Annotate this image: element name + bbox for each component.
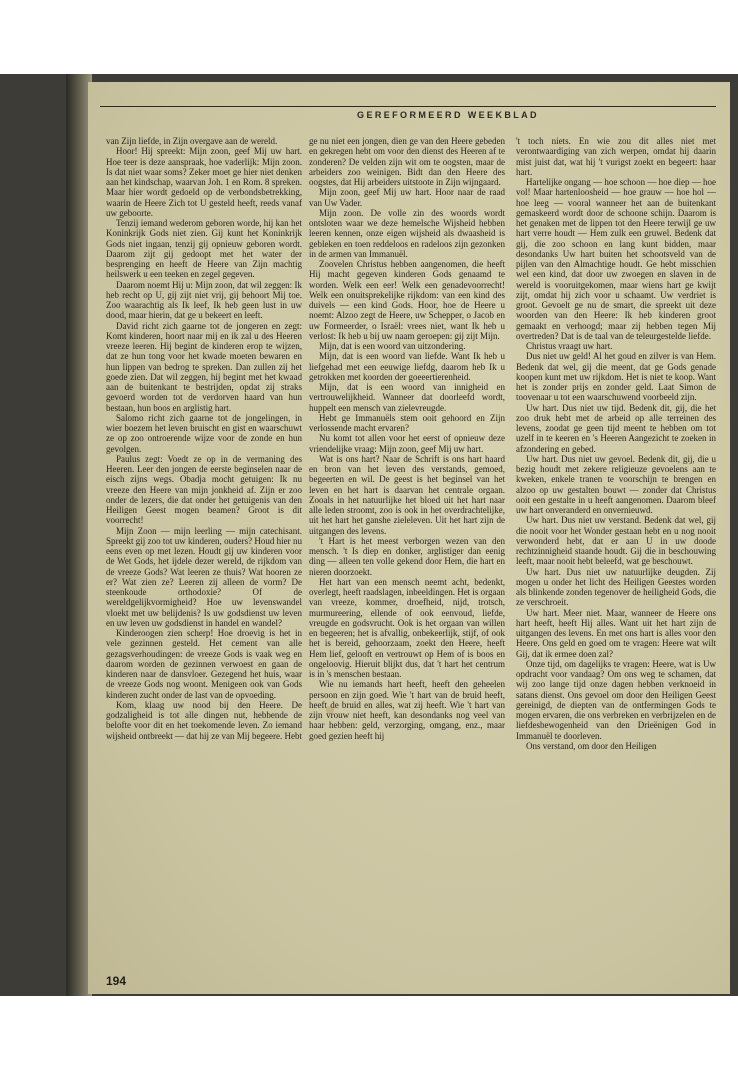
paragraph: Uw hart. Dus niet uw gevoel. Bedenk dit, gij, die u bezig houdt met zekere religieuze gevoelens aan te kweken, enkele tranen te voorschijn te brengen en alzoo op uw gestalten bouwt — zonder dat Christus ooit een gestalte in u heeft aangenomen. Daarom bleef uw hart onveranderd en onvernieuwd.: [516, 453, 716, 515]
paragraph: Mijn zoon, geef Mij uw hart. Hoor naar de raad van Uw Vader.: [309, 187, 505, 208]
paragraph: Wie nu iemands hart heeft, heeft den geheelen persoon en zijn goed. Wie 't hart van de bruid heeft, heeft de bruid en alles, wat zij heeft. Wie 't hart van zijn vrouw niet heeft, kan desondanks nog veel van haar hebben: geld, verzorging, omgang, enz., maar goed gezien heeft hij: [309, 679, 505, 741]
paragraph: Uw hart. Dus niet uw natuurlijke deugden. Zij mogen u onder het licht des Heiligen Geestes worden als blinkende zonden tegenover de heiligheid Gods, die ze verschroeit.: [516, 566, 716, 608]
paragraph: Ons verstand, om door den Heiligen: [526, 740, 657, 751]
header-rule: [100, 106, 716, 107]
paragraph: Het hart van een mensch neemt acht, bedenkt, overlegt, heeft raadslagen, inbeeldingen. Het is orgaan van vreeze, kommer, droefheid, nijd, trotsch, murmureering, ellende of ook eenvoud, liefde, vreugde en godsvrucht. Ook is het orgaan van willen en begeeren; het is afvallig, onbekeerlijk, stijf, of ook het is bereid, gehoorzaam, zoekt den Heere, heeft Hem lief, gelooft en vertrouwt op Hem of is boos en ongeloovig. Hieruit blijkt dus, dat 't hart het centrum is in 's menschen bestaan.: [309, 576, 505, 679]
paragraph: Dus niet uw geld! Al het goud en zilver is van Hem. Bedenk dat wel, gij die meent, dat ge Gods genade koopen kunt met uw rijkdom. Het is niet te koop. Want het is zonder prijs en zonder geld. Laat Simon de toovenaar u tot een waarschuwend voorbeeld zijn.: [516, 351, 716, 403]
paragraph: Hartelijke ongang — hoe schoon — hoe diep — hoe vol! Maar hartenloosheid — hoe grauw — hoe hol — hoe leeg — vooral wanneer het aan de buitenkant gemaskeerd wordt door de schoone schijn. Daarom is het genaken met de lippen tot den Heere terwijl ge uw hart verre houdt — Hem zulk een gruwel. Bedenk dat gij, die zoo schoon en lang kunt bidden, maar desondanks Uw hart buiten het schootsveld van de pijlen van den Almachtige houdt. Ge hebt misschien wel een kind, dat door uw zwoegen en slaven in de wereld is vooruitgekomen, maar wiens hart ge kwijt zijt, omdat hij zich voor u schaamt. Uw verdriet is groot. Gevoelt ge nu de smart, die spreekt uit deze woorden van den Heere: Ik heb kinderen groot gemaakt en verhoogd; maar zij hebben tegen Mij overtreden? Dat is de taal van de teleurgestelde liefde.: [516, 177, 716, 341]
paragraph: Mijn Zoon — mijn leerling — mijn catechisant. Spreekt gij zoo tot uw kinderen, ouders? Houd hier nu eens even op met lezen. Houdt gij uw kinderen voor de Wet Gods, het ijdele dezer wereld, de rijkdom van de vreeze Gods? Wat leeren ze thuis? Wat hooren ze er? Wat zien ze? Leeren zij alleen de vorm? De steenkoude orthodoxie? Of de wereldgelijkvormigheid? Hoe uw levenswandel vloekt met uw belijdenis? Is uw godsdienst uw leven en uw leven uw godsdienst in handel en wandel?: [106, 525, 302, 628]
scanned-page-background: [0, 74, 738, 996]
paragraph: Uw hart. Meer niet. Maar, wanneer de Heere ons hart heeft, heeft Hij alles. Want uit het hart zijn de uitgangen des levens. En met ons hart is alles voor den Heere. Ons geld en goed om te vragen: Heere wat wilt Gij, dat ik ermee doen zal?: [516, 607, 716, 659]
paragraph: Kinderoogen zien scherp! Hoe droevig is het in vele gezinnen gesteld. Het cement van alle gezagsverhoudingen: de vreeze Gods is vaak weg en daarom worden de gezinnen verwoest en gaan de kinderen naar de dansvloer. Gezegend het huis, waar de vreeze Gods nog woont. Menigeen ook van Gods kinderen zucht onder de last van de opvoeding.: [106, 628, 302, 700]
paper-stain: [326, 706, 334, 714]
paragraph: Uw hart. Dus niet uw verstand. Bedenk dat wel, gij die nooit voor het Wonder gestaan hebt en u nog nooit verwonderd hebt, dat er aan U in uw doode rechtzinnigheid staande houdt. Gij die in beschouwing leeft, maar nooit hebt beleefd, wat ge beschouwt.: [516, 515, 716, 567]
paragraph: Hoor! Hij spreekt: Mijn zoon, geef Mij uw hart. Hoe teer is deze aanspraak, hoe vaderlijk: Mijn zoon. Is dat niet waar soms? Zeker moet ge hier niet denken aan het kindschap, waarvan Joh. 1 en Rom. 8 spreken. Maar hier wordt gedoeld op de verbondsbetrekking, waarin de Heere Zich tot U gesteld heeft, reeds vanaf uw geboorte.: [106, 146, 302, 218]
paragraph: Tenzij iemand wederom geboren worde, hij kan het Koninkrijk Gods niet zien. Gij kunt het Koninkrijk Gods niet ingaan, tenzij gij opnieuw geboren wordt. Daarom zijt gij gedoopt met het water der besprenging en heeft de Heere van Zijn machtig heilswerk u een teeken en zegel gegeven.: [106, 218, 302, 280]
column-1: [106, 136, 302, 920]
paragraph: Mijn, dat is een woord van innigheid en vertrouwelijkheid. Wanneer dat doorleefd wordt, huppelt een mensch van zielevreugde.: [309, 382, 505, 413]
paragraph: Nu komt tot allen voor het eerst of opnieuw deze vriendelijke vraag: Mijn zoon, geef Mij uw hart.: [309, 433, 505, 454]
paragraph: Paulus zegt: Voedt ze op in de vermaning des Heeren. Leer den jongen de eerste beginselen naar de eisch zijns wegs. Obadja mocht getuigen: Ik nu vreeze den Heere van mijn jonkheid af. Zijn er zoo onder de lezers, die dat onder het getuigenis van den Heiligen Geest mogen beamen? Groot is dit voorrecht!: [106, 453, 302, 526]
paragraph: Kom, klaag uw nood bij den Heere. De godzaligheid is tot alle dingen nut, hebbende de belofte voor dit en het toekomende leven. Zo iemand wijsheid ontbreekt — dat hij ze van Mij begeere. Hebt: [106, 699, 302, 741]
paragraph: ge nu niet een jongen, dien ge van den Heere gebeden en gekregen hebt om voor den dienst des Heeren af te zonderen? De velden zijn wit om te oogsten, maar de arbeiders zoo weinigen. Bidt dan den Heere des oogstes, dat Hij arbeiders uitstoote in Zijn wijngaard.: [309, 136, 505, 187]
paragraph: 't Hart is het meest verborgen wezen van den mensch. 't Is diep en donker, arglistiger dan eenig ding — alleen ten volle gekend door Hem, die hart en nieren doorzoekt.: [309, 535, 505, 577]
paragraph: Zoovelen Christus hebben aangenomen, die heeft Hij macht gegeven kinderen Gods genaamd te worden. Welk een eer! Welk een genadevoorrecht! Welk een onuitsprekelijke rijkdom: van een kind des duivels — een kind Gods. Hoor, hoe de Heere u noemt: Alzoo zegt de Heere, uw Schepper, o Jacob en uw Formeerder, o Israël: vrees niet, want Ik heb u verlost: Ik heb u bij uw naam geroepen: gij zijt Mijn.: [309, 259, 505, 341]
newspaper-page: [88, 82, 730, 994]
paragraph: Uw hart. Dus niet uw tijd. Bedenk dit, gij, die het zoo druk hebt met de arbeid op alle terreinen des levens, zoodat ge geen tijd meent te hebben om tot uzelf in te keeren en 's Heeren Aangezicht te zoeken in afzondering en gebed.: [516, 402, 716, 454]
column-2: [309, 136, 505, 920]
paragraph: Hebt ge Immanuëls stem ooit gehoord en Zijn verlossende macht ervaren?: [309, 412, 505, 433]
paragraph: Mijn, dat is een woord van liefde. Want Ik heb u liefgehad met een eeuwige liefdg, daarom heb Ik u getrokken met koorden der goeeertierenheid.: [309, 351, 505, 382]
paragraph: 't toch niets. En wie zou dit alles niet met verontwaardiging van zich werpen, omdat hij daarin mist juist dat, wat hij 't vurigst zoekt en begeert: haar hart.: [516, 136, 716, 177]
paragraph: David richt zich gaarne tot de jongeren en zegt: Komt kinderen, hoort naar mij en ik zal u des Heeren vreeze leeren. Hij begint de kinderen erop te wijzen, dat ze hun tong voor het kwade moeten bewaren en hun lippen van bedrog te spreken. Dan zullen zij het goede zien. Dat wil zeggen, hij begint met het kwaad aan de buitenkant te bestrijden, opdat zij straks gevoerd worden tot de verdorven haard van hun bestaan, hun boos en arglistig hart.: [106, 320, 302, 413]
page-number: 194: [106, 974, 127, 988]
paragraph: Salomo richt zich gaarne tot de jongelingen, in wier boezem het leven bruischt en gist en waarschuwt ze op zoo ontroerende wijze voor de zonde en hun gevolgen.: [106, 412, 302, 454]
paragraph: van Zijn liefde, in Zijn overgave aan de wereld.: [106, 136, 278, 146]
paragraph: Christus vraagt uw hart.: [526, 341, 613, 351]
paragraph: Daarom noemt Hij u: Mijn zoon, dat wil zeggen: Ik heb recht op U, gij zijt niet vrij, gij behoort Mij toe. Zoo waarachtig als Ik leef, Ik heb geen lust in uw dood, maar hierin, dat ge u bekeert en leeft.: [106, 279, 302, 321]
paragraph: Mijn, dat is een woord van uitzondering.: [319, 341, 466, 351]
column-3: [516, 136, 716, 920]
paragraph: Wat is ons hart? Naar de Schrift is ons hart haard en bron van het leven des verstands, gemoed, begeerten en wil. De geest is het beginsel van het leven en het hart is daarvan het centrale orgaan. Zooals in het natuurlijke het bloed uit het hart naar alle leden stroomt, zoo is ook in het overdrachtelijke, uit het hart het ganshe zieleleven. Uit het hart zijn de uitgangen des levens.: [309, 453, 505, 536]
paragraph: Mijn zoon. De volle zin des woords wordt ontsloten waar we deze hemelsche Wijsheid hebben leeren kennen, onze eigen wijsheid als dwaasheid is gebleken en toen reddeloos en radeloos zijn gezonken in de armen van Immanuël.: [309, 207, 505, 259]
running-head: GEREFORMEERD WEEKBLAD: [357, 110, 539, 120]
paragraph: Onze tijd, om dagelijks te vragen: Heere, wat is Uw opdracht voor vandaag? Om ons weg te schamen, dat wij zoo lange tijd onze dagen hebben verknoeid in satans dienst. Ons gevoel om door den Heiligen Geest gereinigd, de diepten van de ontfermingen Gods te mogen ervaren, die ons verbreken en verbrijzelen en de liefdesbewogenheid van den Drieënigen God in Immanuël te doorleven.: [516, 658, 716, 741]
